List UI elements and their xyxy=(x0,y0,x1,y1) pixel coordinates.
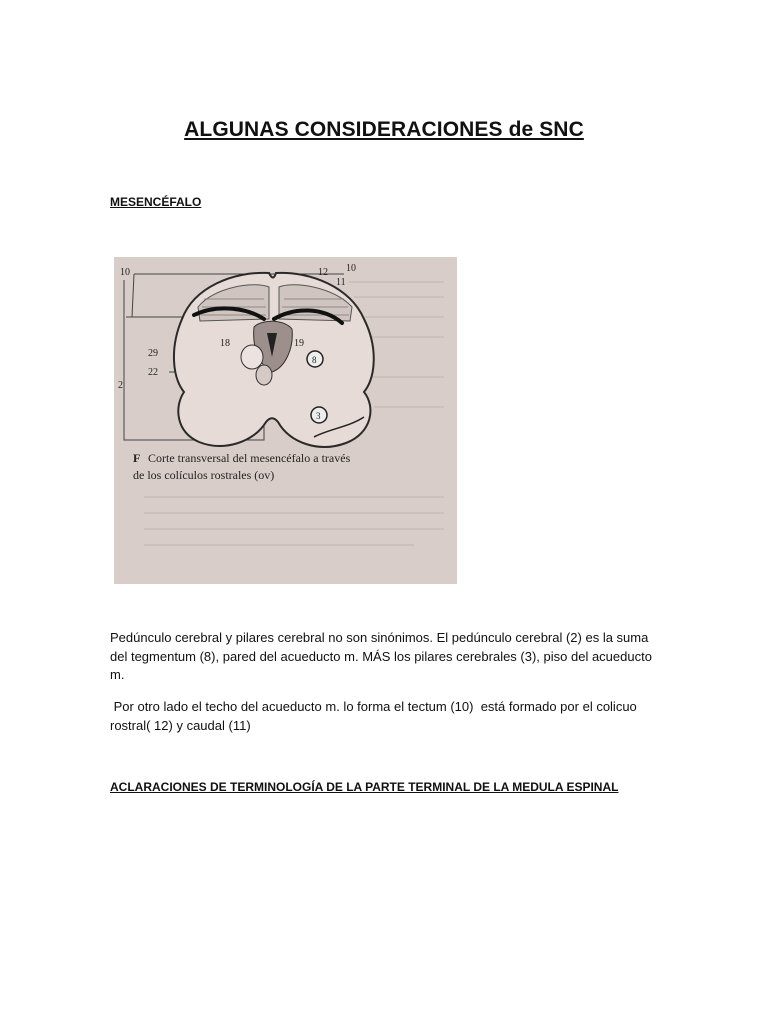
caption-letter: F xyxy=(133,451,141,465)
label-22: 22 xyxy=(148,367,158,378)
figure-photo xyxy=(114,257,457,584)
page-title: ALGUNAS CONSIDERACIONES de SNC xyxy=(184,118,584,141)
label-12: 12 xyxy=(318,267,328,278)
label-29: 29 xyxy=(148,348,158,359)
label-18: 18 xyxy=(220,338,230,349)
label-11: 11 xyxy=(336,277,346,288)
section-heading-aclaraciones: ACLARACIONES DE TERMINOLOGÍA DE LA PARTE TERMINAL DE LA MEDULA ESPINAL xyxy=(110,780,619,794)
label-2: 2 xyxy=(118,380,123,391)
section-heading-mesencefalo: MESENCÉFALO xyxy=(110,195,202,209)
midbrain-diagram xyxy=(114,257,457,584)
label-8: 8 xyxy=(312,355,317,365)
caption-line-2: de los colículos rostrales (ov) xyxy=(133,468,275,482)
label-10-left: 10 xyxy=(120,267,130,278)
label-3: 3 xyxy=(316,411,321,421)
label-19: 19 xyxy=(294,338,304,349)
paragraph-pedunculo: Pedúnculo cerebral y pilares cerebral no son sinónimos. El pedúnculo cerebral (2) es la suma del tegmentum (8), pared del acueducto m. MÁS los pilares cerebrales (3), piso del acueducto m. xyxy=(110,630,652,682)
paragraph-techo: Por otro lado el techo del acueducto m. lo forma el tectum (10) está formado por el colicuo rostral( 12) y caudal (11) xyxy=(110,699,641,733)
caption-line-1: Corte transversal del mesencéfalo a través xyxy=(148,451,351,465)
label-10-right: 10 xyxy=(346,263,356,274)
